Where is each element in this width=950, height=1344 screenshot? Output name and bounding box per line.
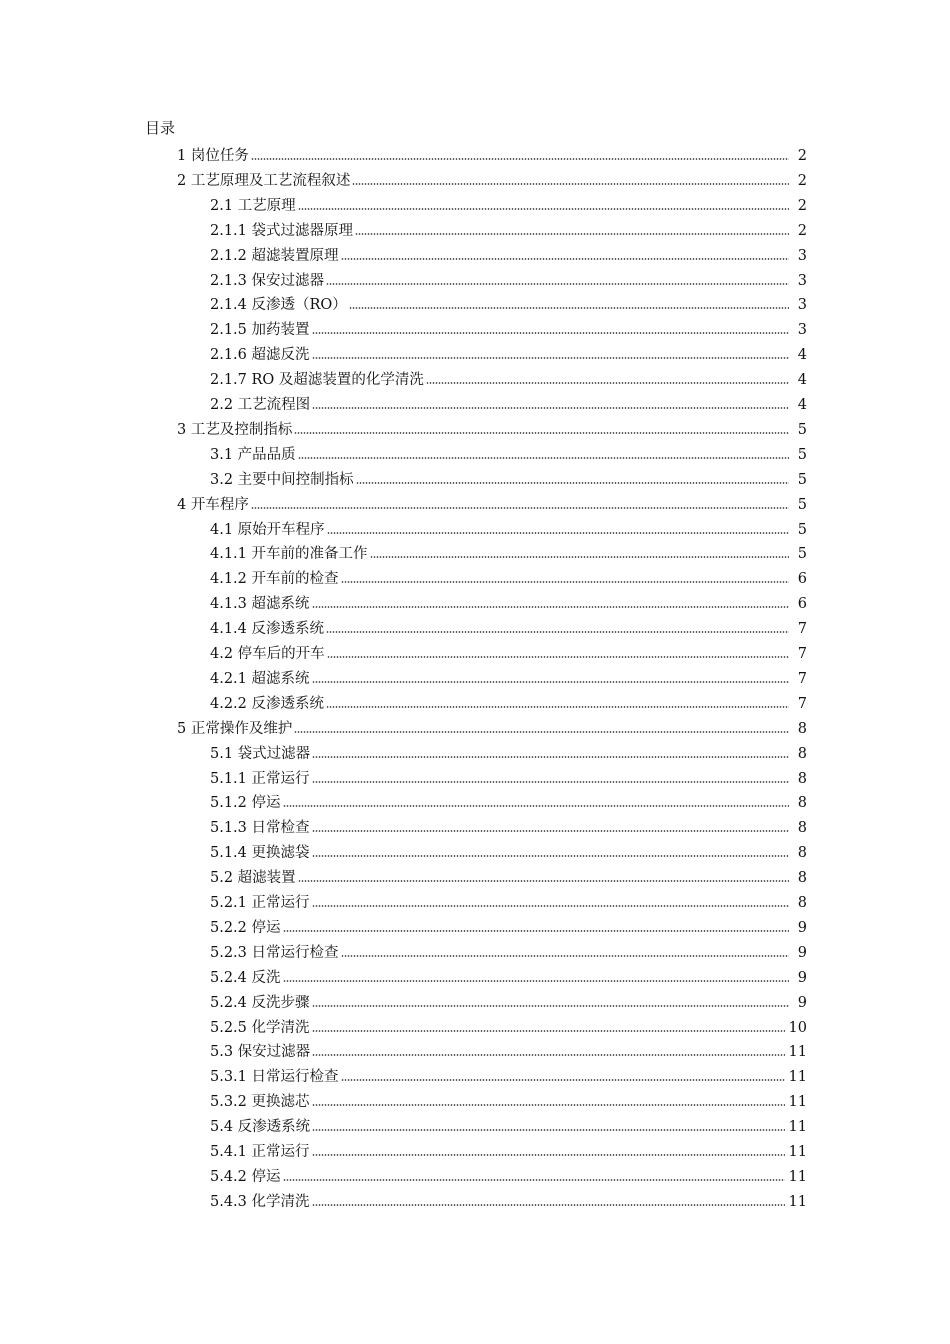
dot-leader [327,531,789,535]
toc-entry-page-number: 11 [788,1119,807,1136]
toc-entry-label: 5.3.2 更换滤芯 [210,1094,310,1111]
toc-entry-page-number: 3 [797,297,807,314]
toc-entry[interactable] [210,366,807,390]
dot-leader [283,979,789,983]
dot-leader [312,854,789,858]
toc-entry[interactable] [210,740,807,764]
toc-entry-page-number: 5 [797,421,807,438]
toc-entry-label: 2.1 工艺原理 [210,197,296,214]
toc-entry[interactable] [177,167,807,191]
toc-entry-page-number: 11 [788,1193,807,1210]
toc-entry-page-number: 6 [797,571,807,588]
dot-leader [312,406,789,410]
dot-leader [312,1128,784,1132]
toc-entry-page-number: 5 [797,521,807,538]
toc-entry-label: 4.1 原始开车程序 [210,521,325,538]
toc-entry[interactable] [210,441,807,465]
toc-entry-label: 4.2.2 反渗透系统 [210,695,325,712]
dot-leader [356,481,789,485]
toc-entry[interactable] [210,939,807,963]
dot-leader [312,356,789,360]
dot-leader [349,306,789,310]
dot-leader [312,1103,785,1107]
toc-entry-label: 5.4.2 停运 [210,1168,281,1185]
toc-entry[interactable] [210,765,807,789]
toc-entry-label: 4.1.4 反渗透系统 [210,621,325,638]
dot-leader [312,605,789,609]
toc-entry-label: 5.4.3 化学清洗 [210,1193,310,1210]
toc-entry[interactable] [210,665,807,689]
dot-leader [298,879,789,883]
dot-leader [251,506,789,510]
toc-title: 目录 [145,119,176,137]
dot-leader [312,331,789,335]
toc-entry-page-number: 10 [788,1019,807,1036]
dot-leader [312,1029,785,1033]
toc-entry-page-number: 9 [797,994,807,1011]
toc-entry-page-number: 9 [797,944,807,961]
toc-entry[interactable] [210,217,807,241]
toc-entry[interactable] [210,889,807,913]
toc-entry[interactable] [210,540,807,564]
toc-entry[interactable] [210,1113,807,1137]
dot-leader [294,431,789,435]
toc-entry[interactable] [210,864,807,888]
toc-entry[interactable] [210,964,807,988]
toc-entry-label: 5.2.2 停运 [210,919,281,936]
toc-entry[interactable] [210,814,807,838]
toc-entry[interactable] [177,715,807,739]
dot-leader [341,1078,785,1082]
dot-leader [312,1153,785,1157]
toc-entry-label: 5.2.4 反洗 [210,969,281,986]
toc-entry[interactable] [210,590,807,614]
dot-leader [312,904,789,908]
dot-leader [326,282,789,286]
dot-leader [283,804,789,808]
toc-entry-label: 5.4.1 正常运行 [210,1144,310,1160]
dot-leader [355,232,789,236]
toc-entry-label: 4 开车程序 [177,496,249,513]
dot-leader [341,257,789,261]
toc-entry-page-number: 8 [797,870,807,887]
dot-leader [312,1053,784,1057]
toc-entry-page-number: 8 [797,720,807,737]
toc-entry[interactable] [210,789,807,813]
dot-leader [283,929,789,933]
toc-entry-label: 3.2 主要中间控制指标 [210,471,354,488]
toc-entry-label: 5.3 保安过滤器 [210,1044,311,1061]
toc-entry[interactable] [177,491,807,515]
dot-leader [312,680,789,684]
toc-entry-label: 5.2 超滤装置 [210,870,296,887]
toc-entry[interactable] [210,341,807,365]
dot-leader [312,780,789,784]
toc-entry-page-number: 4 [797,347,807,364]
toc-entry[interactable] [210,1138,807,1162]
toc-entry-page-number: 3 [797,247,807,264]
toc-entry-label: 2.1.1 袋式过滤器原理 [210,222,354,239]
toc-entry-label: 2.1.5 加药装置 [210,322,310,339]
toc-entry-page-number: 9 [797,919,807,936]
toc-entry-label: 5.1.2 停运 [210,795,281,812]
toc-entry-label: 1 岗位任务 [177,148,249,164]
toc-entry-label: 5.3.1 日常运行检查 [210,1069,339,1086]
toc-entry-label: 4.1.2 开车前的检查 [210,571,339,588]
dot-leader [341,954,789,958]
toc-entry-label: 3 工艺及控制指标 [177,421,293,438]
dot-leader [426,381,789,385]
toc-entry[interactable] [210,1038,807,1062]
toc-entry[interactable] [210,267,807,291]
toc-entry-page-number: 7 [797,695,807,712]
toc-entry-page-number: 5 [797,446,807,463]
dot-leader [251,157,789,161]
toc-entry-page-number: 5 [797,471,807,488]
toc-entry-page-number: 8 [797,770,807,787]
toc-entry-label: 5.1 袋式过滤器 [210,745,311,762]
toc-entry-page-number: 8 [797,820,807,837]
toc-entry-label: 2.1.7 RO 及超滤装置的化学清洗 [210,372,424,389]
dot-leader [283,1178,785,1182]
dot-leader [312,1004,789,1008]
toc-entry[interactable] [210,615,807,639]
toc-entry[interactable] [210,914,807,938]
toc-entry-page-number: 5 [797,496,807,513]
toc-entry-page-number: 3 [797,322,807,339]
toc-entry[interactable] [177,142,807,166]
toc-entry-page-number: 7 [797,646,807,662]
toc-entry[interactable] [210,242,807,266]
toc-entry-label: 4.1.3 超滤系统 [210,596,310,613]
toc-entry-page-number: 9 [797,969,807,986]
toc-entry-label: 5.2.4 反洗步骤 [210,994,310,1011]
toc-entry-page-number: 2 [797,148,807,164]
toc-entry-page-number: 2 [797,197,807,214]
dot-leader [294,730,789,734]
toc-entry[interactable] [210,839,807,863]
toc-entry-label: 4.2 停车后的开车 [210,646,325,662]
toc-entry[interactable] [210,316,807,340]
toc-entry-label: 5.1.4 更换滤袋 [210,845,310,862]
toc-entry-page-number: 7 [797,621,807,638]
dot-leader [312,829,789,833]
toc-entry-label: 2.1.4 反渗透（RO） [210,297,347,314]
toc-entry-label: 5.1.1 正常运行 [210,770,310,787]
toc-entry-page-number: 8 [797,745,807,762]
dot-leader [298,456,789,460]
dot-leader [370,555,789,559]
toc-entry-label: 5.2.5 化学清洗 [210,1019,310,1036]
toc-entry[interactable] [210,989,807,1013]
toc-entry-page-number: 5 [797,546,807,563]
toc-entry[interactable] [210,391,807,415]
toc-entry-page-number: 3 [797,272,807,289]
toc-entry-page-number: 6 [797,596,807,613]
dot-leader [352,182,789,186]
toc-entry-label: 5.2.1 正常运行 [210,895,310,911]
toc-entry[interactable] [210,516,807,540]
toc-entry-page-number: 8 [797,845,807,862]
toc-entry-page-number: 8 [797,895,807,911]
toc-entry-page-number: 11 [788,1044,807,1061]
toc-entry-page-number: 11 [788,1069,807,1086]
dot-leader [312,1203,785,1207]
toc-entry[interactable] [177,416,807,440]
toc-entry-page-number: 11 [788,1168,807,1185]
dot-leader [326,705,789,709]
toc-entry-page-number: 7 [797,670,807,687]
toc-entry-page-number: 2 [797,172,807,189]
dot-leader [326,630,789,634]
toc-entry[interactable] [210,1188,807,1212]
toc-entry-page-number: 8 [797,795,807,812]
toc-entry-page-number: 4 [797,397,807,413]
dot-leader [298,207,789,211]
toc-entry[interactable] [210,1014,807,1038]
toc-entry-label: 2.1.6 超滤反洗 [210,347,310,364]
toc-entry-label: 2 工艺原理及工艺流程叙述 [177,172,351,189]
toc-entry-label: 2.1.2 超滤装置原理 [210,247,339,264]
toc-entry-page-number: 4 [797,372,807,389]
toc-entry[interactable] [210,466,807,490]
toc-entry-label: 5.2.3 日常运行检查 [210,944,339,961]
toc-entry[interactable] [210,1088,807,1112]
toc-entry-page-number: 11 [788,1094,807,1111]
toc-entry[interactable] [210,1063,807,1087]
toc-entry-label: 5.1.3 日常检查 [210,820,310,837]
toc-entry-label: 3.1 产品品质 [210,446,296,463]
toc-entry[interactable] [210,690,807,714]
toc-entry-page-number: 11 [788,1144,807,1160]
toc-entry-page-number: 2 [797,222,807,239]
toc-entry-label: 4.1.1 开车前的准备工作 [210,546,368,563]
toc-entry-label: 5.4 反渗透系统 [210,1119,311,1136]
dot-leader [327,655,789,659]
toc-entry[interactable] [210,1163,807,1187]
toc-entry[interactable] [210,640,807,664]
toc-entry[interactable] [210,192,807,216]
dot-leader [341,580,789,584]
toc-entry-label: 2.2 工艺流程图 [210,397,311,413]
toc-entry-label: 5 正常操作及维护 [177,720,293,737]
toc-entry[interactable] [210,291,807,315]
toc-entry-label: 4.2.1 超滤系统 [210,670,310,687]
dot-leader [312,755,789,759]
toc-entry[interactable] [210,565,807,589]
toc-entry-label: 2.1.3 保安过滤器 [210,272,325,289]
